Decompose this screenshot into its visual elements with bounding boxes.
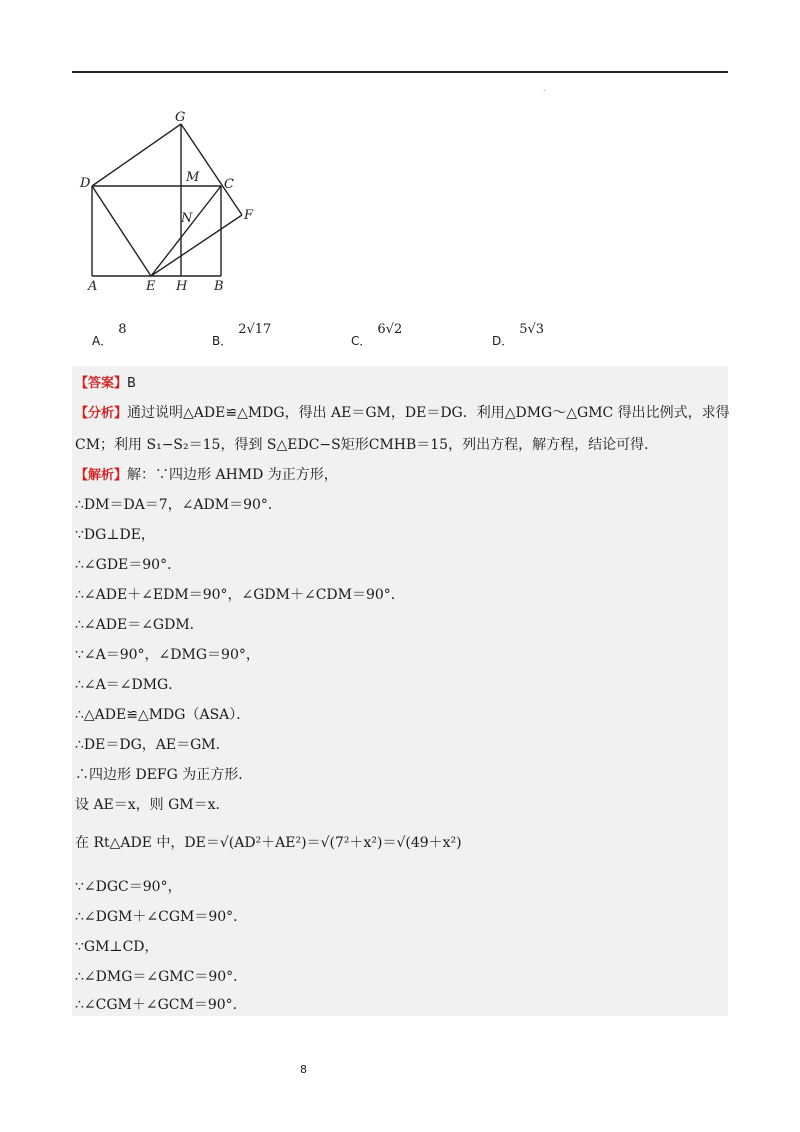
option-b: B．2√17 bbox=[212, 322, 272, 348]
solution-line-18: ∴∠CGM＋∠GCM＝90°． bbox=[75, 997, 247, 1013]
label-C: C bbox=[224, 177, 234, 192]
segment-DE bbox=[92, 186, 151, 276]
solution-line-14: ∵∠DGC＝90°， bbox=[75, 879, 182, 895]
label-E: E bbox=[146, 279, 156, 294]
solution-line-13: 在 Rt△ADE 中，DE＝√(AD²＋AE²)＝√(7²＋x²)＝√(49＋x²) bbox=[75, 835, 462, 851]
label-F: F bbox=[244, 208, 254, 223]
answer-value: B bbox=[127, 376, 136, 391]
solution-line-16: ∵GM⊥CD， bbox=[75, 939, 159, 955]
segment-EF bbox=[151, 215, 242, 276]
solution-line-1: 【解析】解：∵四边形 AHMD 为正方形， bbox=[75, 467, 338, 483]
solution-panel bbox=[72, 366, 728, 1016]
label-M: M bbox=[186, 170, 200, 185]
solution-line-7: ∵∠A＝90°，∠DMG＝90°， bbox=[75, 647, 260, 663]
solution-line-10: ∴DE＝DG，AE＝GM． bbox=[75, 737, 230, 753]
label-A: A bbox=[88, 279, 98, 294]
page-number: 8 bbox=[300, 1063, 307, 1076]
option-d: D．5√3 bbox=[492, 322, 545, 348]
label-G: G bbox=[175, 110, 186, 125]
solution-line-3: ∵DG⊥DE， bbox=[75, 527, 155, 543]
label-B: B bbox=[214, 279, 224, 294]
solution-line-15: ∴∠DGM＋∠CGM＝90°． bbox=[75, 909, 248, 925]
solution-line-5: ∴∠ADE＋∠EDM＝90°，∠GDM＋∠CDM＝90°． bbox=[75, 587, 405, 603]
segment-DG bbox=[92, 124, 181, 186]
segment-EC bbox=[151, 186, 221, 276]
analysis-line-2: CM；利用 S₁−S₂＝15，得到 S△EDC−S矩形CMHB＝15，列出方程，解方程，结论可得． bbox=[75, 437, 659, 453]
label-H: H bbox=[176, 279, 188, 294]
label-D: D bbox=[80, 176, 91, 191]
answer-options bbox=[92, 322, 592, 352]
header-rule bbox=[72, 71, 728, 73]
solution-line-12: 设 AE＝x，则 GM＝x． bbox=[75, 797, 230, 813]
solution-line-6: ∴∠ADE＝∠GDM． bbox=[75, 617, 204, 633]
option-c: C．6√2 bbox=[351, 322, 403, 348]
solution-line-2: ∴DM＝DA＝7，∠ADM＝90°． bbox=[75, 497, 282, 513]
answer-line: 【答案】B bbox=[75, 376, 136, 391]
analysis-line-1: 【分析】通过说明△ADE≌△MDG，得出 AE＝GM，DE＝DG．利用△DMG～△GMC 得出比例式，求得 bbox=[75, 405, 730, 421]
solution-line-17: ∴∠DMG＝∠GMC＝90°． bbox=[75, 969, 248, 985]
option-a: A．8 bbox=[92, 322, 127, 348]
label-N: N bbox=[181, 211, 193, 226]
solution-line-11: ∴四边形 DEFG 为正方形． bbox=[75, 767, 253, 783]
geometry-figure bbox=[78, 106, 278, 296]
header-mark: . bbox=[543, 84, 546, 93]
solution-line-8: ∴∠A＝∠DMG． bbox=[75, 677, 183, 693]
solution-line-9: ∴△ADE≌△MDG（ASA）． bbox=[75, 707, 251, 723]
solution-line-4: ∴∠GDE＝90°． bbox=[75, 557, 182, 573]
